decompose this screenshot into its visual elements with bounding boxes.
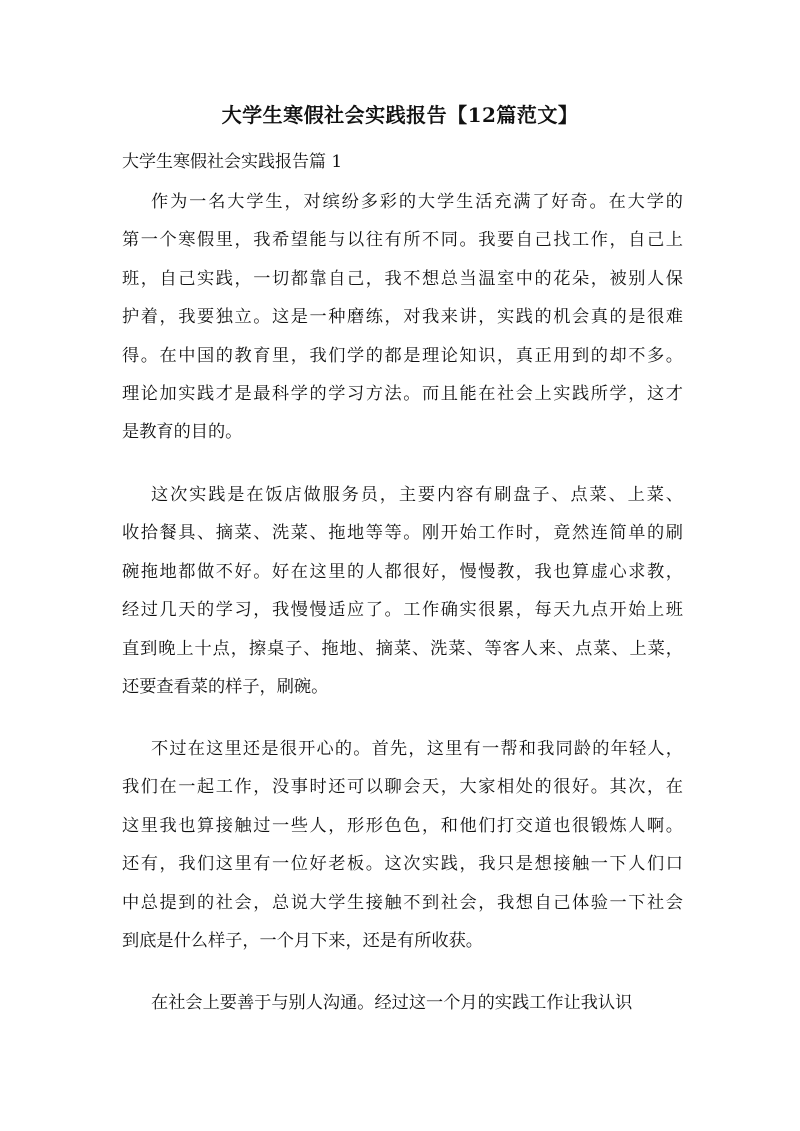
paragraph-line: 收拾餐具、摘菜、洗菜、拖地等等。刚开始工作时，竟然连简单的刷 <box>122 523 683 544</box>
paragraph-line: 不过在这里还是很开心的。首先，这里有一帮和我同龄的年轻人， <box>151 739 683 759</box>
section-heading: 大学生寒假社会实践报告篇 1 <box>122 152 343 172</box>
paragraph-line: 到底是什么样子，一个月下来，还是有所收获。 <box>122 930 483 951</box>
paragraph-line: 是教育的目的。 <box>122 422 243 443</box>
paragraph-line: 这里我也算接触过一些人，形形色色，和他们打交道也很锻炼人啊。 <box>122 815 683 836</box>
paragraph-line: 护着，我要独立。这是一种磨练，对我来讲，实践的机会真的是很难 <box>122 307 683 328</box>
paragraph-line: 还要查看菜的样子，刷碗。 <box>122 676 329 697</box>
paragraph-3 <box>122 730 683 960</box>
paragraph-line: 理论加实践才是最科学的学习方法。而且能在社会上实践所学，这才 <box>122 383 683 404</box>
paragraph-line: 作为一名大学生，对缤纷多彩的大学生活充满了好奇。在大学的 <box>151 192 683 212</box>
paragraph-4 <box>122 984 683 1022</box>
paragraph-1 <box>122 183 683 452</box>
document-title: 大学生寒假社会实践报告【12篇范文】 <box>221 103 579 127</box>
paragraph-line: 这次实践是在饭店做服务员，主要内容有刷盘子、点菜、上菜、 <box>151 485 683 505</box>
paragraph-line: 还有，我们这里有一位好老板。这次实践，我只是想接触一下人们口 <box>122 854 683 875</box>
paragraph-line: 经过几天的学习，我慢慢适应了。工作确实很累，每天九点开始上班 <box>122 600 683 621</box>
paragraph-line: 得。在中国的教育里，我们学的都是理论知识，真正用到的却不多。 <box>122 345 683 366</box>
paragraph-line: 第一个寒假里，我希望能与以往有所不同。我要自己找工作，自己上 <box>122 230 683 251</box>
paragraph-line: 碗拖地都做不好。好在这里的人都很好，慢慢教，我也算虚心求教， <box>122 561 683 582</box>
paragraph-line: 我们在一起工作，没事时还可以聊会天，大家相处的很好。其次，在 <box>122 777 683 798</box>
paragraph-line: 直到晚上十点，擦桌子、拖地、摘菜、洗菜、等客人来、点菜、上菜， <box>122 638 683 659</box>
paragraph-line: 中总提到的社会，总说大学生接触不到社会，我想自己体验一下社会 <box>122 892 683 913</box>
paragraph-line: 班，自己实践，一切都靠自己，我不想总当温室中的花朵，被别人保 <box>122 268 683 289</box>
paragraph-line: 在社会上要善于与别人沟通。经过这一个月的实践工作让我认识 <box>151 993 633 1013</box>
paragraph-2 <box>122 476 683 706</box>
